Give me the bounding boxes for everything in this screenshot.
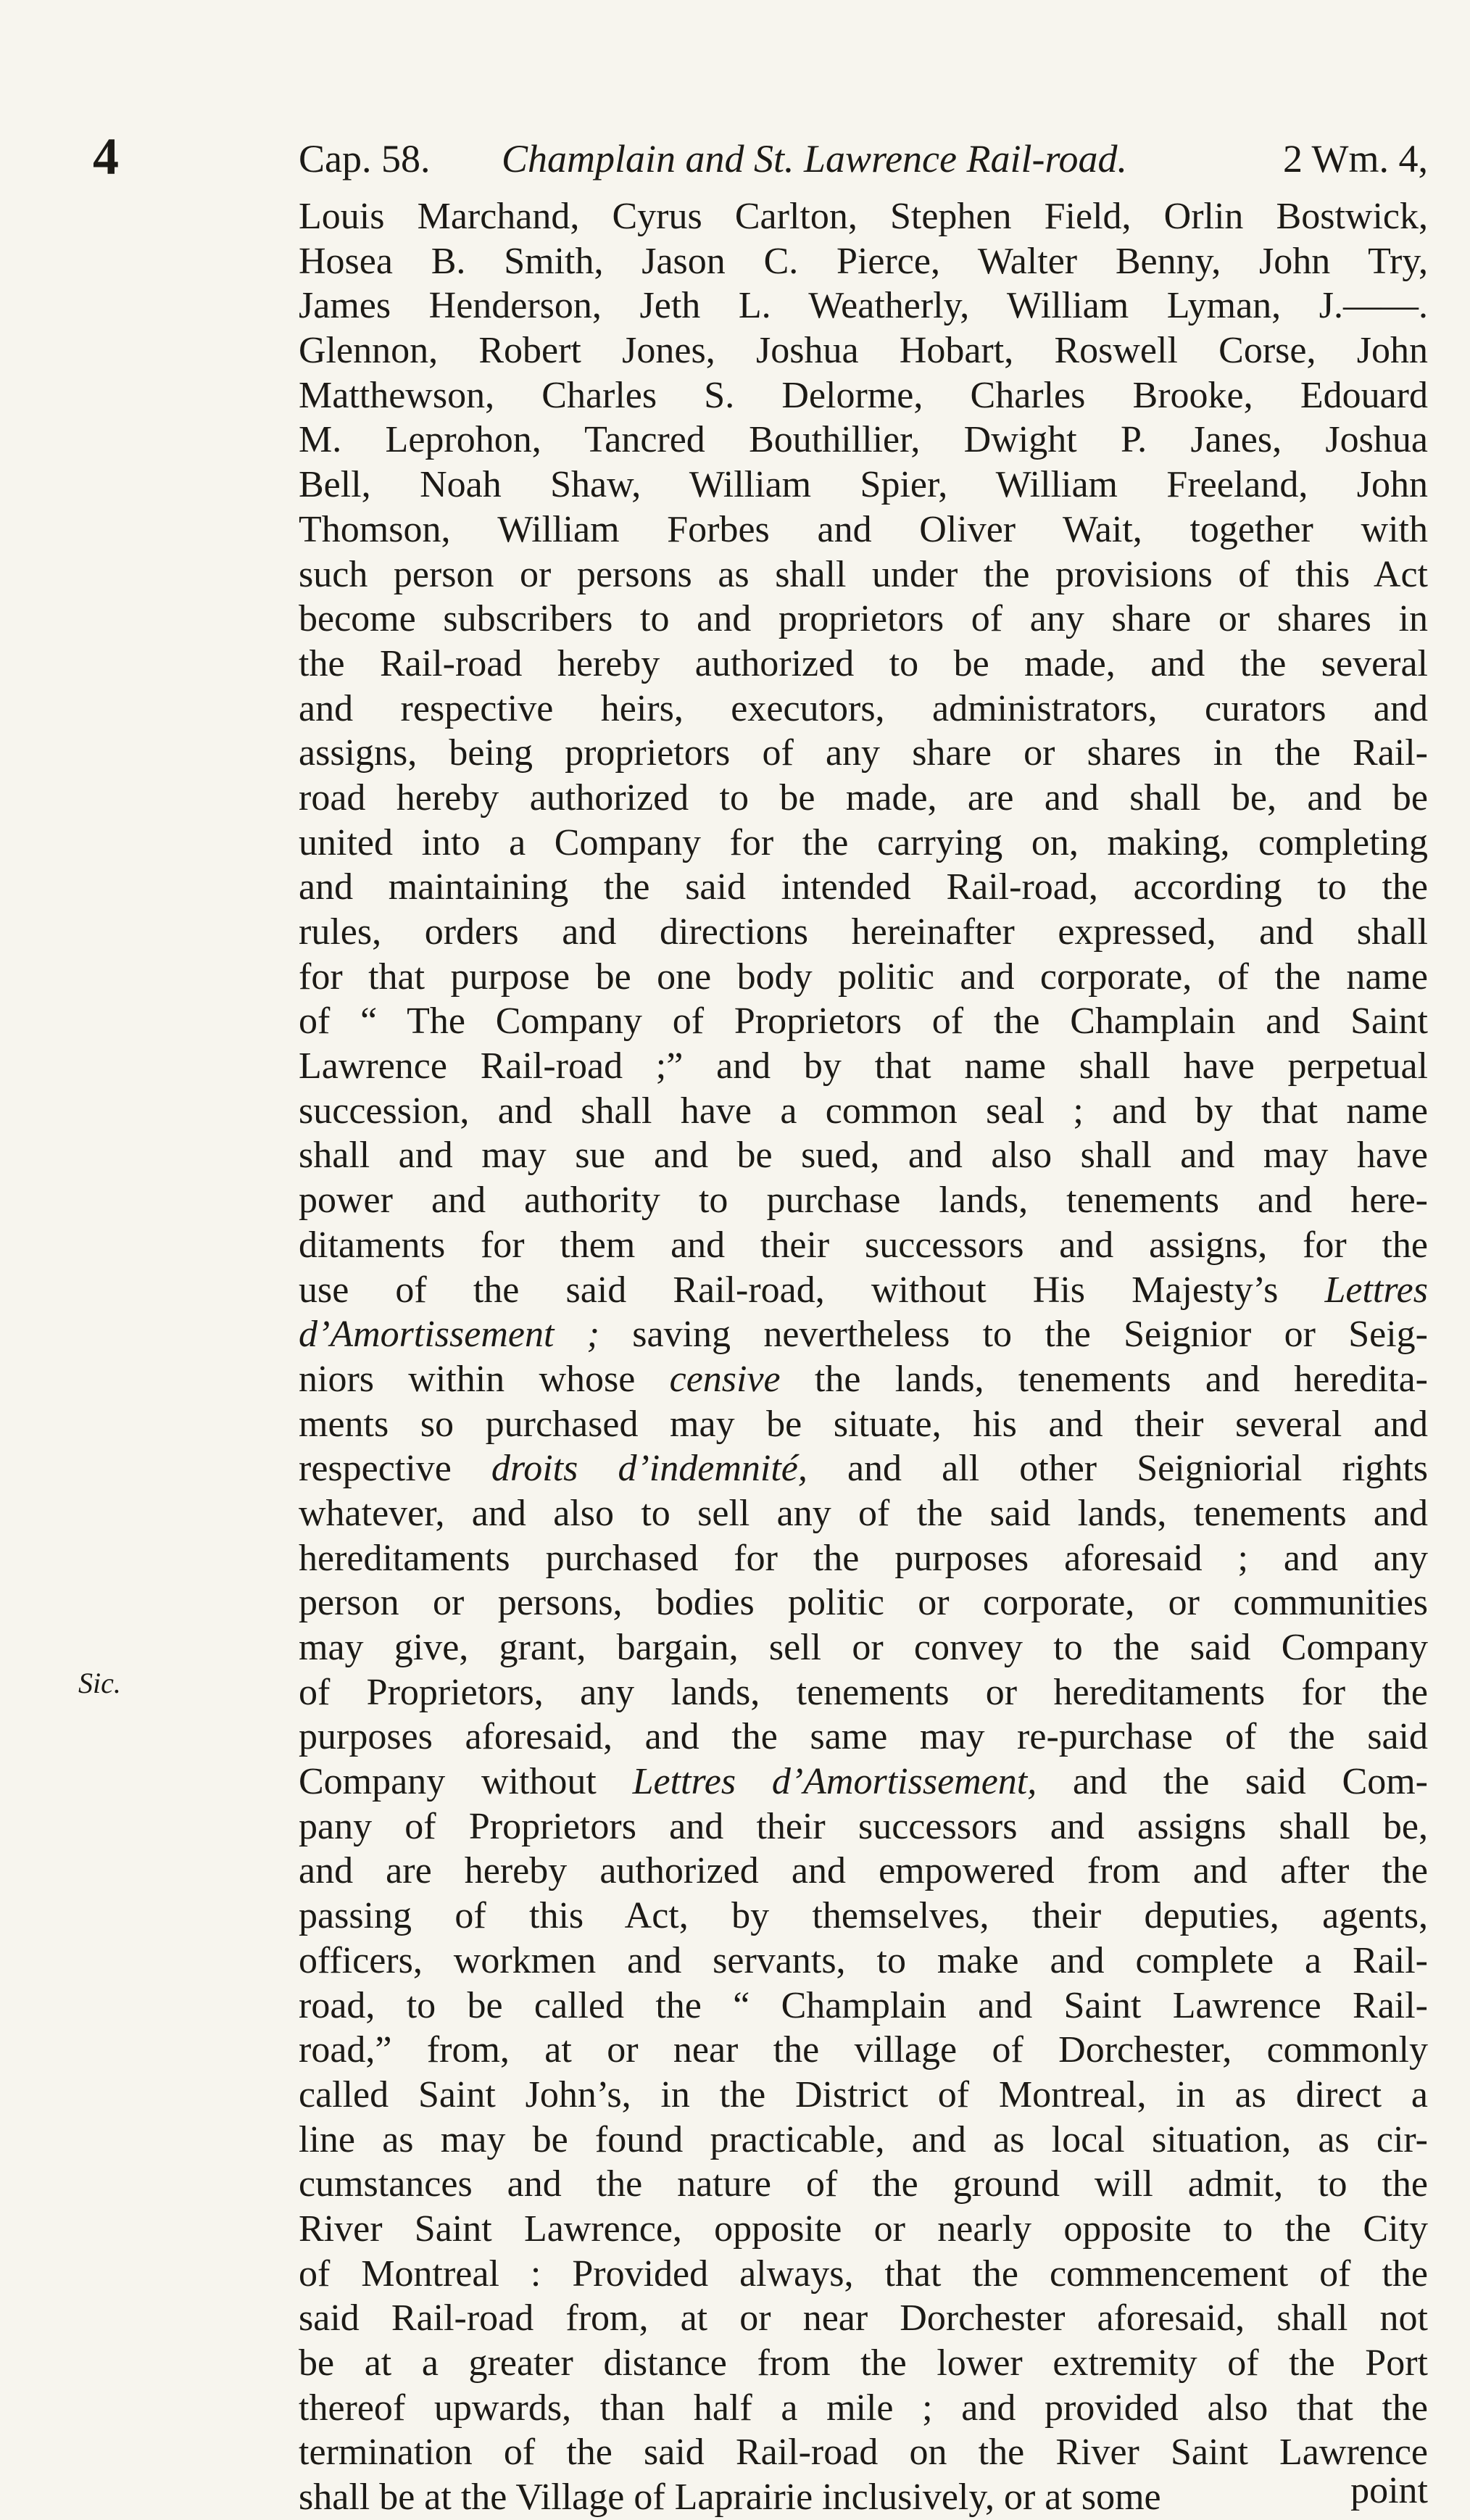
margin-note: Sic. (78, 1667, 121, 1699)
body-line (299, 194, 1428, 239)
text-segment: River Saint Lawrence, opposite or nearly opposite to the City (299, 2208, 1428, 2250)
body-line (299, 2162, 1428, 2207)
text-segment: cumstances and the nature of the ground will admit, to the (299, 2163, 1428, 2205)
body-line (299, 597, 1428, 642)
text-segment: Matthewson, Charles S. Delorme, Charles Brooke, Edouard (299, 374, 1428, 416)
header-title: Champlain and St. Lawrence Rail-road. (502, 137, 1127, 181)
text-segment: line as may be found practicable, and as local situation, as cir- (299, 2118, 1428, 2160)
text-segment: passing of this Act, by themselves, their deputies, agents, (299, 1895, 1428, 1937)
body-line (299, 2073, 1428, 2118)
text-segment: purposes aforesaid, and the same may re-purchase of the said (299, 1716, 1428, 1758)
body-line (299, 1984, 1428, 2028)
body-line (299, 1580, 1428, 1625)
body-line (299, 910, 1428, 955)
italic-phrase: droits d’indemnité, (491, 1448, 807, 1490)
text-segment: Louis Marchand, Cyrus Carlton, Stephen Field, Orlin Bostwick, (299, 196, 1428, 237)
text-segment: and are hereby authorized and empowered from and after the (299, 1850, 1428, 1892)
text-segment: thereof upwards, than half a mile ; and provided also that the (299, 2387, 1428, 2429)
italic-phrase: censive (669, 1358, 781, 1400)
body-line (299, 865, 1428, 910)
text-segment: may give, grant, bargain, sell or convey to the said Company (299, 1627, 1428, 1668)
body-line (299, 2252, 1428, 2297)
body-line (299, 1357, 1428, 1402)
text-segment: saving nevertheless to the Seignior or Seig- (599, 1314, 1428, 1356)
text-segment: respective (299, 1448, 491, 1490)
text-segment: termination of the said Rail-road on the River Saint Lawrence (299, 2432, 1428, 2474)
body-line (299, 1536, 1428, 1581)
body-line (299, 1491, 1428, 1536)
text-segment: Bell, Noah Shaw, William Spier, William Freeland, John (299, 464, 1428, 506)
text-segment: rules, orders and directions hereinafter expressed, and shall (299, 911, 1428, 953)
body-line (299, 1044, 1428, 1089)
text-segment: shall and may sue and be sued, and also shall and may have (299, 1135, 1428, 1177)
text-segment: hereditaments purchased for the purposes aforesaid ; and any (299, 1537, 1428, 1579)
text-segment: use of the said Rail-road, without His Majesty’s (299, 1269, 1325, 1311)
body-line (299, 2028, 1428, 2073)
body-line (299, 1670, 1428, 1715)
body-line (299, 955, 1428, 1000)
text-segment: and the said Com- (1037, 1761, 1428, 1803)
text-segment: shall be at the Village of Laprairie inclusively, or at some (299, 2477, 1161, 2519)
text-segment: Glennon, Robert Jones, Joshua Hobart, Roswell Corse, John (299, 330, 1428, 372)
body-line (299, 1715, 1428, 1760)
text-segment: Lawrence Rail-road ;” and by that name shall have perpetual (299, 1045, 1428, 1087)
running-header (299, 133, 1428, 184)
text-segment: and respective heirs, executors, administrators, curators and (299, 687, 1428, 729)
body-line (299, 999, 1428, 1044)
text-segment: the Rail-road hereby authorized to be made, and the several (299, 642, 1428, 684)
body-line (299, 507, 1428, 552)
italic-phrase: d’Amortissement ; (299, 1314, 599, 1356)
text-segment: Company without (299, 1761, 633, 1803)
text-segment: niors within whose (299, 1358, 670, 1400)
body-line (299, 2207, 1428, 2252)
text-segment: person or persons, bodies politic or corporate, or communities (299, 1582, 1428, 1624)
body-line (299, 283, 1428, 328)
body-line (299, 328, 1428, 373)
text-segment: united into a Company for the carrying on, making, completing (299, 821, 1428, 863)
body-line (299, 373, 1428, 418)
body-line (299, 821, 1428, 866)
text-segment: become subscribers to and proprietors of any share or shares in (299, 598, 1428, 640)
text-segment: such person or persons as shall under the provisions of this Act (299, 553, 1428, 595)
body-line (299, 1849, 1428, 1894)
text-segment: for that purpose be one body politic and corporate, of the name (299, 956, 1428, 998)
text-segment: Hosea B. Smith, Jason C. Pierce, Walter Benny, John Try, (299, 240, 1428, 282)
body-line (299, 1268, 1428, 1313)
text-segment: and all other Seigniorial rights (807, 1448, 1428, 1490)
body-line (299, 731, 1428, 776)
text-segment: power and authority to purchase lands, tenements and here- (299, 1180, 1428, 1222)
text-segment: M. Leprohon, Tancred Bouthillier, Dwight P. Janes, Joshua (299, 419, 1428, 461)
text-segment: be at a greater distance from the lower extremity of the Port (299, 2342, 1428, 2384)
body-line (299, 1178, 1428, 1223)
text-segment: ments so purchased may be situate, his and their several and (299, 1403, 1428, 1445)
body-line (299, 2118, 1428, 2163)
body-line (299, 463, 1428, 507)
text-segment: of “ The Company of Proprietors of the Champlain and Saint (299, 1000, 1428, 1043)
text-segment: road,” from, at or near the village of Dorchester, commonly (299, 2029, 1428, 2071)
catchword: point (1350, 2470, 1428, 2511)
text-segment: the lands, tenements and heredita- (780, 1358, 1428, 1400)
text-segment: road hereby authorized to be made, are and shall be, and be (299, 776, 1428, 818)
body-line (299, 1804, 1428, 1849)
text-segment: Thomson, William Forbes and Oliver Wait, together with (299, 508, 1428, 550)
body-line (299, 1133, 1428, 1178)
body-line (299, 2386, 1428, 2431)
text-segment: assigns, being proprietors of any share or shares in the Rail- (299, 732, 1428, 774)
text-segment: succession, and shall have a common seal ; and by that name (299, 1090, 1428, 1132)
body-line (299, 1312, 1428, 1357)
text-segment: said Rail-road from, at or near Dorchester aforesaid, shall not (299, 2297, 1428, 2339)
body-line (299, 2430, 1428, 2475)
text-segment: road, to be called the “ Champlain and Saint Lawrence Rail- (299, 1984, 1428, 2026)
body-line (299, 1939, 1428, 1984)
body-line (299, 1446, 1428, 1491)
body-line (299, 687, 1428, 731)
body-line (299, 2296, 1428, 2341)
body-line (299, 1402, 1428, 1447)
text-segment: ditaments for them and their successors and assigns, for the (299, 1224, 1428, 1266)
body-text (299, 194, 1428, 2520)
text-segment: whatever, and also to sell any of the said lands, tenements and (299, 1492, 1428, 1534)
body-line (299, 239, 1428, 284)
body-line (299, 1625, 1428, 1670)
text-segment: pany of Proprietors and their successors and assigns shall be, (299, 1805, 1428, 1847)
italic-phrase: Lettres d’Amortissement, (632, 1761, 1037, 1803)
body-line (299, 642, 1428, 687)
body-line (299, 1894, 1428, 1939)
body-line (299, 776, 1428, 821)
body-line (299, 1760, 1428, 1804)
body-line (299, 2341, 1428, 2386)
header-regnal-year: 2 Wm. 4, (1283, 137, 1428, 181)
text-segment: and maintaining the said intended Rail-road, according to the (299, 866, 1428, 908)
text-segment: of Montreal : Provided always, that the commencement of the (299, 2252, 1428, 2295)
body-line (299, 2475, 1428, 2520)
body-line (299, 552, 1428, 597)
body-line (299, 1223, 1428, 1268)
body-line (299, 1089, 1428, 1134)
text-segment: of Proprietors, any lands, tenements or hereditaments for the (299, 1671, 1428, 1713)
text-segment: officers, workmen and servants, to make and complete a Rail- (299, 1939, 1428, 1981)
page-number: 4 (93, 128, 119, 186)
header-chapter: Cap. 58. (299, 137, 431, 181)
body-line (299, 418, 1428, 463)
italic-phrase: Lettres (1324, 1269, 1428, 1311)
text-segment: called Saint John’s, in the District of Montreal, in as direct a (299, 2073, 1428, 2115)
text-segment: James Henderson, Jeth L. Weatherly, William Lyman, J.——. (299, 285, 1428, 327)
